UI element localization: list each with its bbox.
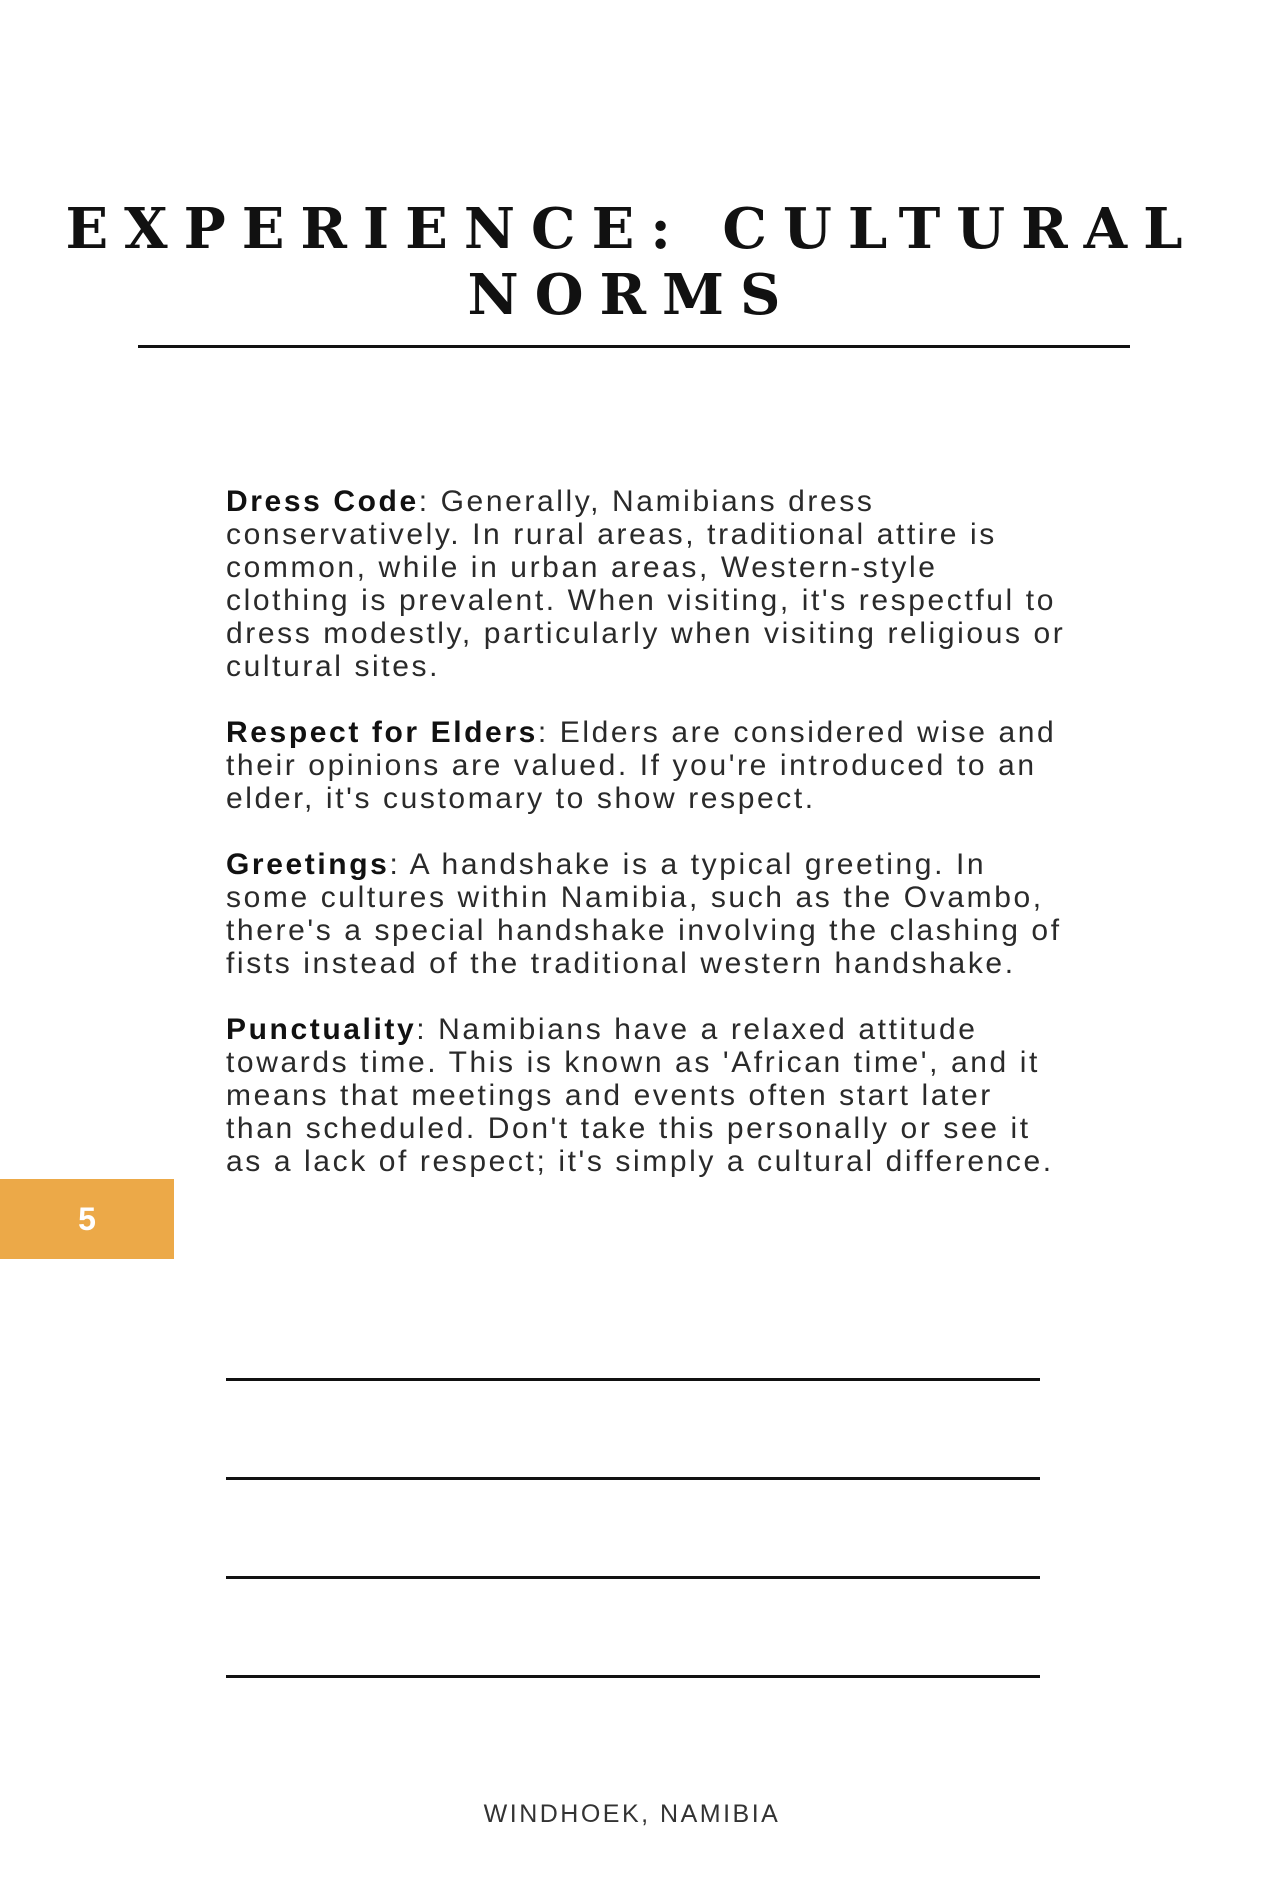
- section-term: Greetings: [226, 848, 390, 881]
- section-term: Punctuality: [226, 1013, 417, 1046]
- section-dress-code: [226, 485, 1066, 683]
- notes-line: [226, 1675, 1040, 1678]
- notes-line: [226, 1378, 1040, 1381]
- section-term: Respect for Elders: [226, 716, 538, 749]
- section-text: : Elders are considered wise and their opinions are valued. If you're introduced to an elder, it's customary to show respect.: [226, 716, 1057, 815]
- footer-location: WINDHOEK, NAMIBIA: [483, 1800, 781, 1828]
- notes-line: [226, 1576, 1040, 1579]
- section-text: : A handshake is a typical greeting. In some cultures within Namibia, such as the Ovambo, there's a special handshake involving the clashing of fists instead of the traditional western handshake.: [226, 848, 1062, 980]
- page-number: 5: [78, 1200, 96, 1237]
- content-body: [226, 485, 1066, 1211]
- title-divider: [138, 345, 1130, 348]
- section-greetings: [226, 848, 1066, 980]
- section-text: : Namibians have a relaxed attitude towards time. This is known as 'African time', and it means that meetings and events often start later than scheduled. Don't take this personally or see it as a lack of respect; it's simply a cultural difference.: [226, 1013, 1054, 1178]
- page-number-tab: [0, 1179, 174, 1259]
- section-punctuality: [226, 1013, 1066, 1178]
- section-term: Dress Code: [226, 485, 419, 518]
- page-title: EXPERIENCE: CULTURAL NORMS: [65, 196, 1199, 328]
- section-text: : Generally, Namibians dress conservatively. In rural areas, traditional attire is common, while in urban areas, Western-style clothing is prevalent. When visiting, it's respectful to dress modestly, particularly when visiting religious or cultural sites.: [226, 485, 1066, 683]
- notes-line: [226, 1477, 1040, 1480]
- section-respect-for-elders: [226, 716, 1066, 815]
